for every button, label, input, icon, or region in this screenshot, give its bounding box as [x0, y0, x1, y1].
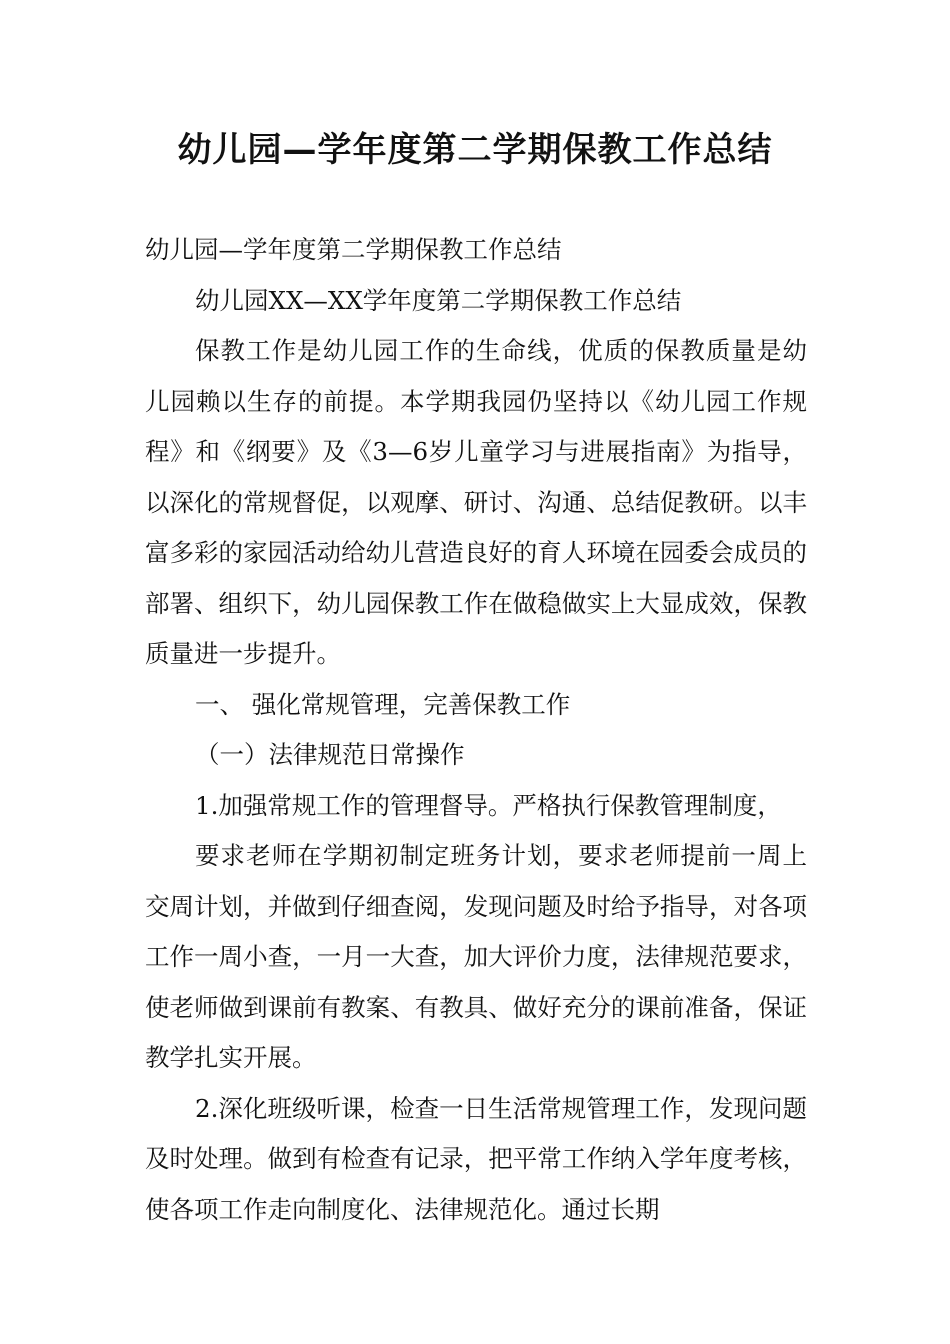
- paragraph-subtitle: 幼儿园—学年度第二学期保教工作总结: [145, 235, 562, 264]
- document-body: [145, 225, 807, 1235]
- paragraph-item-2: 2.深化班级听课，检查一日生活常规管理工作，发现问题及时处理。做到有检查有记录，把平常工作纳入学年度考核，使各项工作走向制度化、法律规范化。通过长期: [145, 1093, 807, 1224]
- paragraph-intro: 保教工作是幼儿园工作的生命线，优质的保教质量是幼儿园赖以生存的前提。本学期我园仍坚持以《幼儿园工作规程》和《纲要》及《3—6岁儿童学习与进展指南》为指导，以深化的常规督促，以观摩、研讨、沟通、总结促教研。以丰富多彩的家园活动给幼儿营造良好的育人环境在园委会成员的部署、组织下，幼儿园保教工作在做稳做实上大显成效，保教质量进一步提升。: [145, 336, 807, 668]
- section-heading-1: 一、 强化常规管理，完善保教工作: [195, 689, 571, 719]
- paragraph-item-1: 1.加强常规工作的管理督导。严格执行保教管理制度，: [195, 790, 782, 820]
- paragraph-heading: 幼儿园XX—XX学年度第二学期保教工作总结: [195, 285, 682, 315]
- document-title: 幼儿园—学年度第二学期保教工作总结: [177, 130, 773, 170]
- subsection-heading-1: （一）法律规范日常操作: [195, 740, 465, 769]
- paragraph-item-1-detail: 要求老师在学期初制定班务计划，要求老师提前一周上交周计划，并做到仔细查阅，发现问题及时给予指导，对各项工作一周小查，一月一大查，加大评价力度，法律规范要求，使老师做到课前有教案、有教具、做好充分的课前准备，保证教学扎实开展。: [145, 841, 807, 1072]
